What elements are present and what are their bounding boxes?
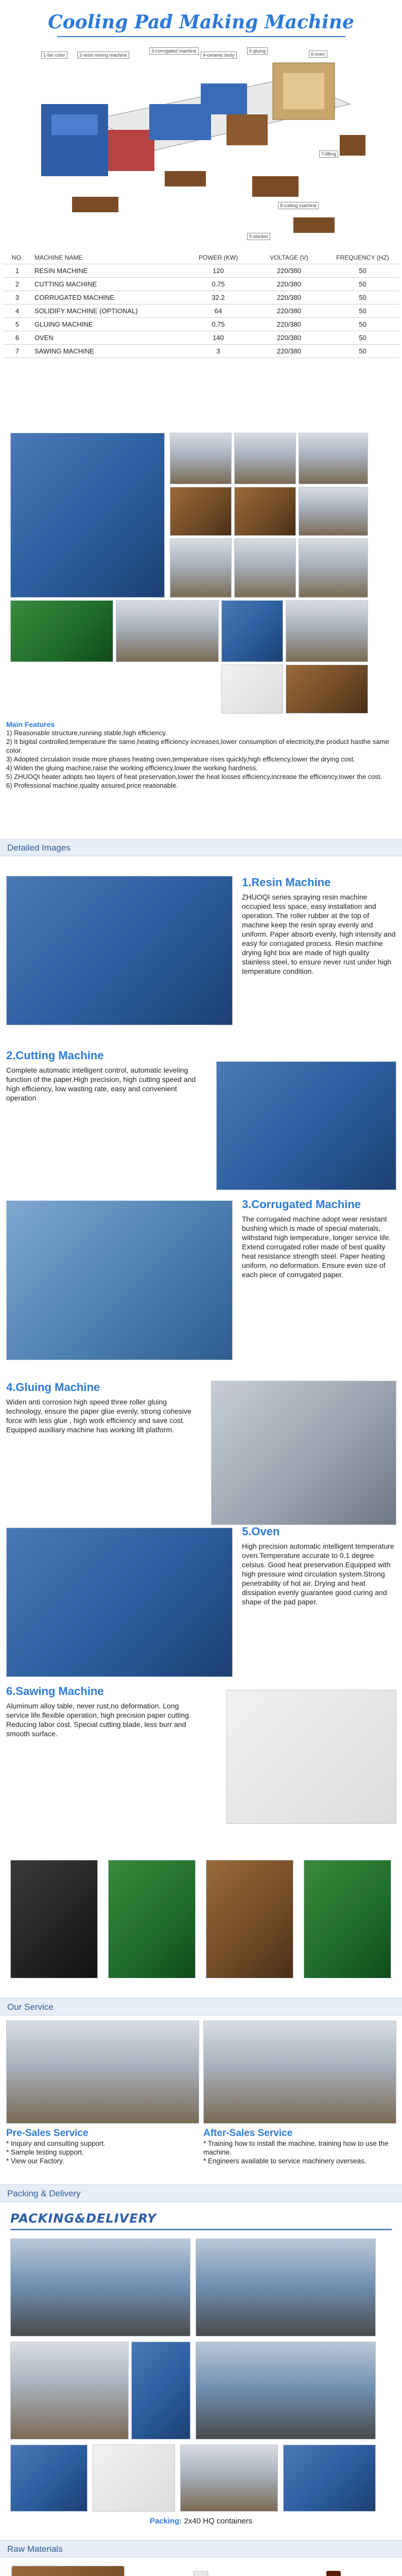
cell: CORRUGATED MACHINE bbox=[31, 291, 184, 304]
corrugated-machine-text: The corrugated machine adopt wear resistant bushing which is made of special materials, withstand high temperature, longer service life. Extend corrugated roller made of best quality heat resistance strength steel. Paper heating uniform, no deformation. Ensure even size of each piece of corrugated paper. bbox=[242, 1215, 391, 1279]
collage-photo-1 bbox=[170, 433, 232, 484]
callout-1: 1-fan color bbox=[41, 52, 67, 59]
cell: SAWING MACHINE bbox=[31, 345, 184, 358]
cell: 120 bbox=[184, 264, 252, 278]
white-glue-bottle bbox=[180, 2571, 221, 2576]
cell: 1 bbox=[3, 264, 31, 278]
col-power: POWER (KW) bbox=[184, 251, 252, 264]
feature-item: 2) It bigital controlled,temperature the same,heating efficiency increases,lower consumption of electricity,the product hasthe same color. bbox=[6, 738, 389, 754]
packing-photo-7 bbox=[93, 2445, 175, 2512]
pad-photo-colors bbox=[304, 1860, 391, 1978]
cell: 6 bbox=[3, 331, 31, 345]
section-packing-delivery: Packing & Delivery bbox=[0, 2184, 402, 2202]
col-no: NO. bbox=[3, 251, 31, 264]
collage-photo-4 bbox=[170, 487, 232, 536]
service-photo-pre bbox=[6, 2021, 199, 2124]
cell: 220/380 bbox=[252, 304, 326, 318]
cell: CUTTING MACHINE bbox=[31, 278, 184, 291]
after-sales-title: After-Sales Service bbox=[203, 2128, 293, 2139]
cell: OVEN bbox=[31, 331, 184, 345]
oven-photo bbox=[6, 1528, 233, 1677]
cell: 50 bbox=[326, 318, 399, 331]
resin-machine-title: 1.Resin Machine bbox=[242, 876, 331, 889]
collage-photo-5 bbox=[234, 487, 296, 536]
cell: SOLIDIFY MACHINE (OPTIONAL) bbox=[31, 304, 184, 318]
cell: 32.2 bbox=[184, 291, 252, 304]
pre-sales-title: Pre-Sales Service bbox=[6, 2128, 89, 2139]
col-machine: MACHINE NAME bbox=[31, 251, 184, 264]
packing-photo-8 bbox=[180, 2445, 278, 2512]
oven-title: 5.Oven bbox=[242, 1525, 280, 1538]
feature-item: 6) Professional machine,quality assured,price reasonable. bbox=[6, 782, 178, 789]
red-glue-bottle bbox=[313, 2571, 354, 2576]
feature-item: 5) ZHUOQI heater adopts two layers of heat preservation,lower the heat losses efficiency,increase the efficiency,lower the cost. bbox=[6, 773, 382, 781]
packing-photo-4 bbox=[131, 2342, 190, 2439]
packing-caption-value: 2x40 HQ containers bbox=[184, 2517, 253, 2526]
sawing-machine-title: 6.Sawing Machine bbox=[6, 1685, 104, 1698]
red-glue-bottle-icon bbox=[313, 2571, 354, 2576]
packing-photo-3 bbox=[10, 2342, 129, 2439]
gluing-machine-block bbox=[6, 1381, 202, 1434]
packing-banner: PACKING&DELIVERY bbox=[10, 2211, 157, 2226]
table-row bbox=[3, 318, 399, 331]
cell: 0.75 bbox=[184, 318, 252, 331]
cell: 4 bbox=[3, 304, 31, 318]
resin-machine-block bbox=[242, 876, 396, 976]
cell: 50 bbox=[326, 278, 399, 291]
corrugated-machine-block bbox=[242, 1198, 396, 1279]
cutting-machine-text: Complete automatic intelligent control, automatic leveling function of the paper.High precision, high cutting speed and high efficiency, low wasting rate, easy and convenient operation bbox=[6, 1066, 196, 1102]
cell: 50 bbox=[326, 345, 399, 358]
packing-banner-line bbox=[10, 2229, 392, 2230]
after-sales-block bbox=[203, 2128, 396, 2165]
callout-6: 6-oven bbox=[309, 50, 327, 58]
collage-photo-7 bbox=[170, 538, 232, 598]
main-features bbox=[6, 720, 397, 790]
cell: 50 bbox=[326, 264, 399, 278]
table-row bbox=[3, 264, 399, 278]
production-line-diagram bbox=[31, 47, 371, 243]
raw-material-white-glue bbox=[139, 2566, 263, 2576]
col-frequency: FREQUENCY (HZ) bbox=[326, 251, 399, 264]
gluing-machine-text: Widen anti corrosion high speed three roller gluing technology, ensure the paper glue evenly, strong cohesive force with less glue , high work efficiency and save cost. Equipped auxiliary machine has working lift platform. bbox=[6, 1398, 191, 1434]
cell: 7 bbox=[3, 345, 31, 358]
cell: RESIN MACHINE bbox=[31, 264, 184, 278]
sawing-machine-block bbox=[6, 1685, 202, 1738]
collage-photo-2 bbox=[234, 433, 296, 484]
cell: 3 bbox=[3, 291, 31, 304]
table-row bbox=[3, 304, 399, 318]
feature-item: 1) Reasonable structure,running stable,high efficiency. bbox=[6, 729, 167, 737]
spec-header-row bbox=[3, 251, 399, 264]
table-row bbox=[3, 291, 399, 304]
cell: 50 bbox=[326, 304, 399, 318]
cutting-machine-title: 2.Cutting Machine bbox=[6, 1049, 104, 1062]
collage-photo-10 bbox=[10, 600, 113, 662]
packing-photo-9 bbox=[283, 2445, 376, 2512]
resin-machine-text: ZHUOQI series spraying resin machine occupied less space, easy installation and operation. The roller rubber at the top of machine keep the resin spray evenly and uniform. Paper absorb evenly, high intensity and easy for corrugated process. Resin machine drying light box are made of high quality stainless steel, to ensure never rust under high temperature condition. bbox=[242, 893, 396, 975]
packing-photo-1 bbox=[10, 2239, 190, 2336]
cell: 220/380 bbox=[252, 345, 326, 358]
service-photo-after bbox=[203, 2021, 396, 2124]
cell: GLUING MACHINE bbox=[31, 318, 184, 331]
cutting-machine-photo bbox=[216, 1061, 396, 1190]
cell: 220/380 bbox=[252, 291, 326, 304]
cell: 50 bbox=[326, 331, 399, 345]
spec-table-wrap bbox=[3, 251, 399, 358]
cell: 220/380 bbox=[252, 318, 326, 331]
gluing-machine-title: 4.Gluing Machine bbox=[6, 1381, 100, 1394]
section-detailed-images: Detailed Images bbox=[0, 839, 402, 856]
cell: 220/380 bbox=[252, 331, 326, 345]
spec-table bbox=[3, 251, 399, 358]
raw-material-red-glue bbox=[272, 2566, 395, 2576]
sawing-machine-text: Aluminum alloy table, never rust,no deformation. Long service life.flexible operation, high precision paper cutting. Reducing labor cost. Special cutting blade, less burr and smooth surface. bbox=[6, 1702, 191, 1738]
raw-material-kraft-paper bbox=[6, 2566, 130, 2576]
gluing-machine-photo bbox=[211, 1381, 396, 1525]
callout-4: 4-ceramic body bbox=[201, 52, 237, 59]
oven-text: High precision automatic intelligent temperature oven.Temperature accurate to 0.1 degree celsius. Good heat preservation.Equipped with high pressure wind circulation system.Strong penetrability of hot air. Drying and heat dissipation evenly guarantee good curing and shape of the pad paper. bbox=[242, 1542, 394, 1606]
cell: 140 bbox=[184, 331, 252, 345]
cell: 220/380 bbox=[252, 278, 326, 291]
pre-sales-item: * View our Factory. bbox=[6, 2157, 64, 2165]
pre-sales-block bbox=[6, 2128, 197, 2165]
cell: 2 bbox=[3, 278, 31, 291]
packing-caption bbox=[0, 2517, 402, 2526]
sawing-machine-photo bbox=[226, 1690, 396, 1824]
after-sales-item: * Engineers available to service machinery overseas. bbox=[203, 2157, 366, 2165]
packing-photo-5 bbox=[196, 2342, 376, 2439]
collage-photo-6 bbox=[299, 487, 368, 536]
callout-9: 9-stacker bbox=[247, 233, 270, 240]
collage-photo-8 bbox=[234, 538, 296, 598]
cutting-machine-block bbox=[6, 1049, 202, 1103]
main-features-title: Main Features bbox=[6, 720, 55, 728]
packing-caption-label: Packing: bbox=[149, 2517, 182, 2526]
pre-sales-item: * Inquiry and consulting support. bbox=[6, 2140, 106, 2147]
cell: 5 bbox=[3, 318, 31, 331]
pre-sales-item: * Sample testing support. bbox=[6, 2148, 84, 2156]
cell: 3 bbox=[184, 345, 252, 358]
callout-7: 7-lifting bbox=[319, 150, 338, 158]
production-line-drawing bbox=[31, 47, 371, 243]
cell: 220/380 bbox=[252, 264, 326, 278]
kraft-paper-photo bbox=[11, 2566, 125, 2576]
callout-3: 3-corrugated machine bbox=[149, 47, 199, 55]
after-sales-item: * Training how to install the machine, training how to use the machine. bbox=[203, 2140, 389, 2156]
pad-photo-green bbox=[108, 1860, 196, 1978]
white-glue-bottle-icon bbox=[180, 2571, 221, 2576]
packing-banner-wrap bbox=[0, 2211, 402, 2232]
callout-5: 5-gluing bbox=[247, 47, 268, 55]
col-voltage: VOLTAGE (V) bbox=[252, 251, 326, 264]
callout-2: 2-resin mixing machine bbox=[77, 52, 129, 59]
cell: 64 bbox=[184, 304, 252, 318]
packing-photo-6 bbox=[10, 2445, 88, 2512]
feature-item: 3) Adopted circulation inside more phases heating oven,temperature rises quickly,high efficiency,lower the drying cost. bbox=[6, 755, 355, 763]
collage-photo-14 bbox=[221, 665, 283, 714]
collage-photo-tower bbox=[10, 433, 165, 598]
collage-photo-3 bbox=[299, 433, 368, 484]
cell: 0.75 bbox=[184, 278, 252, 291]
collage-photo-13 bbox=[286, 600, 368, 662]
pad-photo-brown bbox=[206, 1860, 293, 1978]
collage-photo-9 bbox=[299, 538, 368, 598]
section-our-service: Our Service bbox=[0, 1998, 402, 2015]
cell: 50 bbox=[326, 291, 399, 304]
feature-item: 4) Widen the gluing machine,raise the working efficiency,lower the working hardness. bbox=[6, 764, 258, 772]
section-raw-materials: Raw Materials bbox=[0, 2540, 402, 2557]
packing-photo-2 bbox=[196, 2239, 376, 2336]
table-row bbox=[3, 345, 399, 358]
collage-photo-12 bbox=[221, 600, 283, 662]
corrugated-machine-photo bbox=[6, 1200, 233, 1360]
collage-photo-15 bbox=[286, 665, 368, 714]
pad-photo-black bbox=[10, 1860, 98, 1978]
resin-machine-photo bbox=[6, 876, 233, 1025]
corrugated-machine-title: 3.Corrugated Machine bbox=[242, 1198, 361, 1211]
oven-block bbox=[242, 1525, 396, 1606]
collage-photo-11 bbox=[116, 600, 219, 662]
page-title: Cooling Pad Making Machine bbox=[0, 11, 402, 37]
table-row bbox=[3, 331, 399, 345]
table-row bbox=[3, 278, 399, 291]
callout-8: 8-cutting machine bbox=[278, 202, 319, 209]
